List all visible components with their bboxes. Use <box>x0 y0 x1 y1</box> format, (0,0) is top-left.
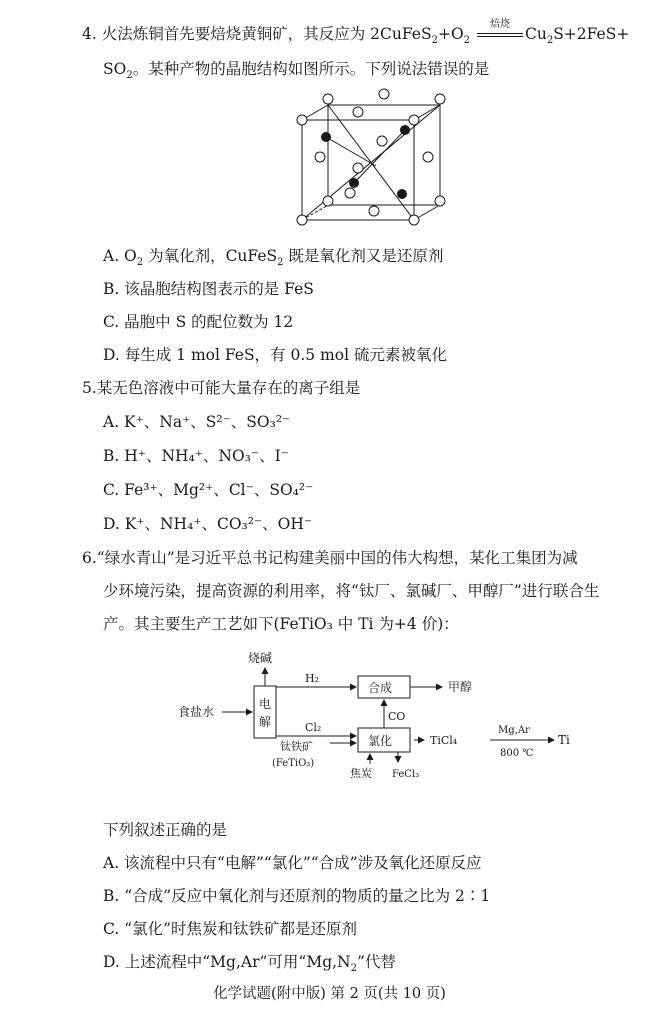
crystal-cell-figure <box>290 83 460 228</box>
mg-ar-label: Mg,Ar <box>498 725 530 736</box>
q6-stem-line1 <box>82 546 578 568</box>
q4-sub: 2 <box>431 35 438 47</box>
atom-black <box>400 125 410 135</box>
ti-label: Ti <box>558 733 570 747</box>
q4-text-a: 火法炼铜首先要焙烧黄铜矿，其反应为 2CuFeS <box>101 25 432 43</box>
process-flow-diagram <box>170 650 610 785</box>
q4-sub: 2 <box>126 70 133 82</box>
atom-white <box>409 115 419 125</box>
q4-stem-line1 <box>82 19 630 47</box>
q6-number: 6. <box>82 549 97 567</box>
coke-label: 焦炭 <box>350 767 372 780</box>
ticl4-label: TiCl₄ <box>430 734 458 747</box>
atom-white <box>379 89 389 99</box>
q4-stem-line2 <box>103 57 490 82</box>
q6-line1: “绿水青山”是习近平总书记构建美丽中国的伟大构想，某化工集团为减 <box>96 549 578 567</box>
electrolysis-label-2: 解 <box>259 715 272 729</box>
q6-stem-line3: 产。其主要生产工艺如下(FeTiO₃ 中 Ti 为+4 价)： <box>103 615 459 633</box>
q5-option-c: C. Fe³⁺、Mg²⁺、Cl⁻、SO₄²⁻ <box>103 481 314 499</box>
q4-cu2s-a: Cu <box>524 25 547 43</box>
atom-black <box>349 178 359 188</box>
h2-label: H₂ <box>305 672 320 685</box>
co-label: CO <box>388 710 406 723</box>
atom-white <box>377 136 387 146</box>
q5-number: 5. <box>82 379 97 397</box>
ilmenite-formula: (FeTiO₃) <box>272 758 315 769</box>
synthesis-label: 合成 <box>368 681 393 695</box>
q6-prompt: 下列叙述正确的是 <box>103 821 228 839</box>
q4-option-b: B. 该晶胞结构图表示的是 FeS <box>103 280 314 298</box>
atom-white <box>297 215 307 225</box>
atom-white <box>423 152 433 162</box>
chlorination-label: 氯化 <box>368 734 393 748</box>
temperature-label: 800 ℃ <box>500 748 534 759</box>
atom-white <box>409 215 419 225</box>
q4-option-d: D. 每生成 1 mol FeS，有 0.5 mol 硫元素被氧化 <box>103 346 447 364</box>
q6-option-c: C. “氯化”时焦炭和钛铁矿都是还原剂 <box>103 920 358 938</box>
q4-option-c: C. 晶胞中 S 的配位数为 12 <box>103 313 294 331</box>
q5-option-a: A. K⁺、Na⁺、S²⁻、SO₃²⁻ <box>103 413 291 431</box>
atom-white <box>323 196 333 206</box>
q6-stem-line2: 少环境污染，提高资源的利用率，将“钛厂、氯碱厂、甲醇厂”进行联合生 <box>103 582 600 600</box>
atom-white <box>353 107 363 117</box>
atom-white <box>315 152 325 162</box>
atom-white <box>297 115 307 125</box>
atom-black <box>321 132 331 142</box>
cl2-label: Cl₂ <box>305 721 322 734</box>
ilmenite-label: 钛铁矿 <box>280 740 313 753</box>
atom-white <box>369 206 379 216</box>
atom-white <box>353 163 363 173</box>
atom-black <box>397 189 407 199</box>
atom-white <box>435 94 445 104</box>
page-footer: 化学试题(附中版) 第 2 页(共 10 页) <box>213 986 446 1002</box>
q4-sub: 2 <box>546 35 554 47</box>
atom-white <box>435 196 445 206</box>
q5-text: 某无色溶液中可能大量存在的离子组是 <box>96 379 361 397</box>
q4-stem-rest: 。某种产物的晶胞结构如图所示。下列说法错误的是 <box>132 60 490 78</box>
q4-option-a: A. $O_2$ 为氧化剂，CuFeS$_2$ 既是氧化剂又是还原剂 <box>103 247 444 269</box>
q4-cu2s-b: S+2FeS+ <box>553 25 630 43</box>
q5-option-d: D. K⁺、NH₄⁺、CO₃²⁻、OH⁻ <box>103 515 313 533</box>
q5-option-b: B. H⁺、NH₄⁺、NO₃⁻、I⁻ <box>103 447 289 465</box>
q4-o2: +O <box>437 25 464 43</box>
q4-sub: 2 <box>463 35 471 47</box>
q6-option-b: B. “合成”反应中氧化剂与还原剂的物质的量之比为 2∶1 <box>103 887 491 905</box>
q6-option-d: D. 上述流程中“Mg,Ar”可用“$Mg,N_2$”代替 <box>103 953 396 975</box>
electrolysis-label-1: 电 <box>259 697 272 711</box>
electrolysis-box <box>254 686 276 738</box>
q5-stem <box>82 376 360 398</box>
fecl3-label: FeCl₃ <box>392 769 420 780</box>
q6-option-a: A. 该流程中只有“电解”“氯化”“合成”涉及氧化还原反应 <box>103 854 482 872</box>
brine-label: 食盐水 <box>178 705 215 719</box>
atom-white <box>345 188 355 198</box>
q4-reaction-arrow <box>475 19 525 43</box>
q4-number: 4. <box>82 25 97 43</box>
methanol-label: 甲醇 <box>448 680 473 694</box>
q4-so: SO <box>103 60 127 78</box>
q4-condition: 焙烧 <box>489 19 510 30</box>
caustic-soda-label: 烧碱 <box>248 651 273 665</box>
atom-white <box>323 94 333 104</box>
